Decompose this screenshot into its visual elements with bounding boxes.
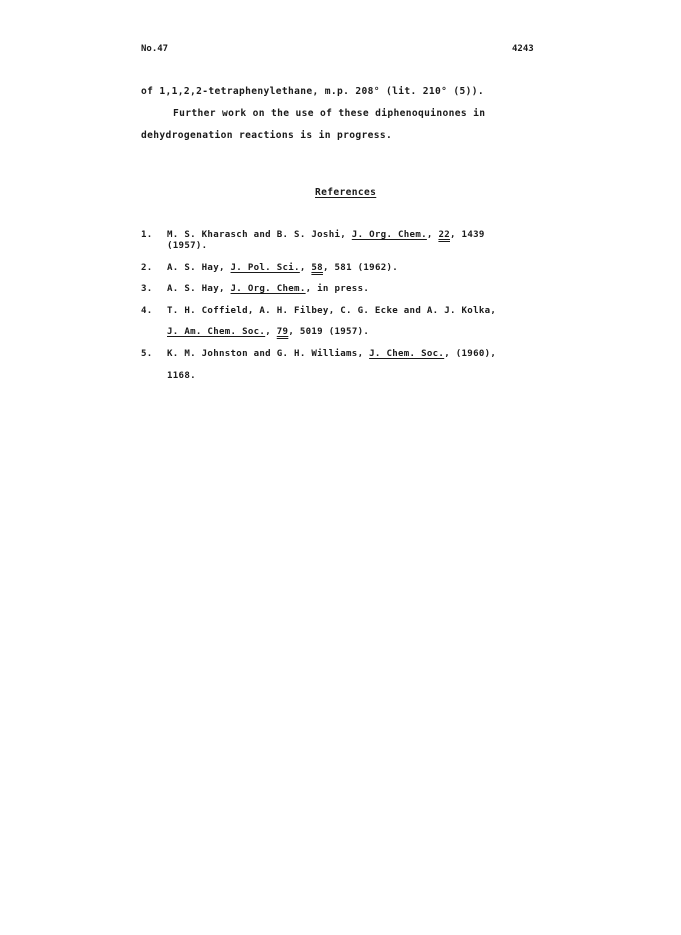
reference-1 (141, 230, 485, 240)
reference-journal: J. Am. Chem. Soc. (167, 327, 266, 337)
reference-volume: 58 (311, 263, 323, 273)
reference-separator: , (265, 327, 277, 337)
body-line-1: of 1,1,2,2-tetraphenylethane, m.p. 208° (lit. 210° (5)). (141, 86, 485, 97)
reference-volume: 22 (438, 230, 450, 240)
reference-2 (141, 263, 398, 273)
reference-journal: J. Pol. Sci. (230, 263, 300, 273)
reference-details: , 5019 (1957). (288, 327, 370, 337)
reference-authors: A. S. Hay, (167, 284, 231, 294)
reference-authors: A. S. Hay, (167, 263, 231, 273)
reference-number: 4. (141, 306, 153, 316)
reference-journal: J. Org. Chem. (230, 284, 306, 294)
reference-volume: 79 (276, 327, 289, 337)
references-heading: References (315, 187, 377, 198)
reference-authors: T. H. Coffield, A. H. Filbey, C. G. Ecke and A. J. Kolka, (167, 306, 497, 316)
reference-5-continuation: 1168. (167, 371, 196, 381)
journal-issue: No.47 (141, 44, 169, 54)
reference-authors: M. S. Kharasch and B. S. Joshi, (167, 230, 352, 240)
reference-details: , (1960), (444, 349, 497, 359)
reference-4-continuation (167, 327, 369, 337)
reference-separator: , (426, 230, 439, 240)
reference-details: , in press. (305, 284, 370, 294)
body-line-2: Further work on the use of these diphenoquinones in (173, 108, 486, 119)
reference-3 (141, 284, 369, 294)
reference-1-continuation: (1957). (167, 241, 208, 251)
reference-number: 2. (141, 263, 153, 273)
reference-authors: K. M. Johnston and G. H. Williams, (167, 349, 370, 359)
reference-separator: , (299, 263, 312, 273)
reference-number: 3. (141, 284, 153, 294)
reference-journal: J. Org. Chem. (351, 230, 427, 240)
reference-5 (141, 349, 496, 359)
reference-journal: J. Chem. Soc. (369, 349, 445, 359)
reference-number: 1. (141, 230, 153, 240)
page-number: 4243 (512, 44, 534, 54)
reference-number: 5. (141, 349, 153, 359)
body-line-3: dehydrogenation reactions is in progress. (141, 130, 393, 141)
reference-4 (141, 306, 496, 316)
reference-details: , 581 (1962). (322, 263, 399, 273)
reference-details: , 1439 (450, 230, 485, 240)
